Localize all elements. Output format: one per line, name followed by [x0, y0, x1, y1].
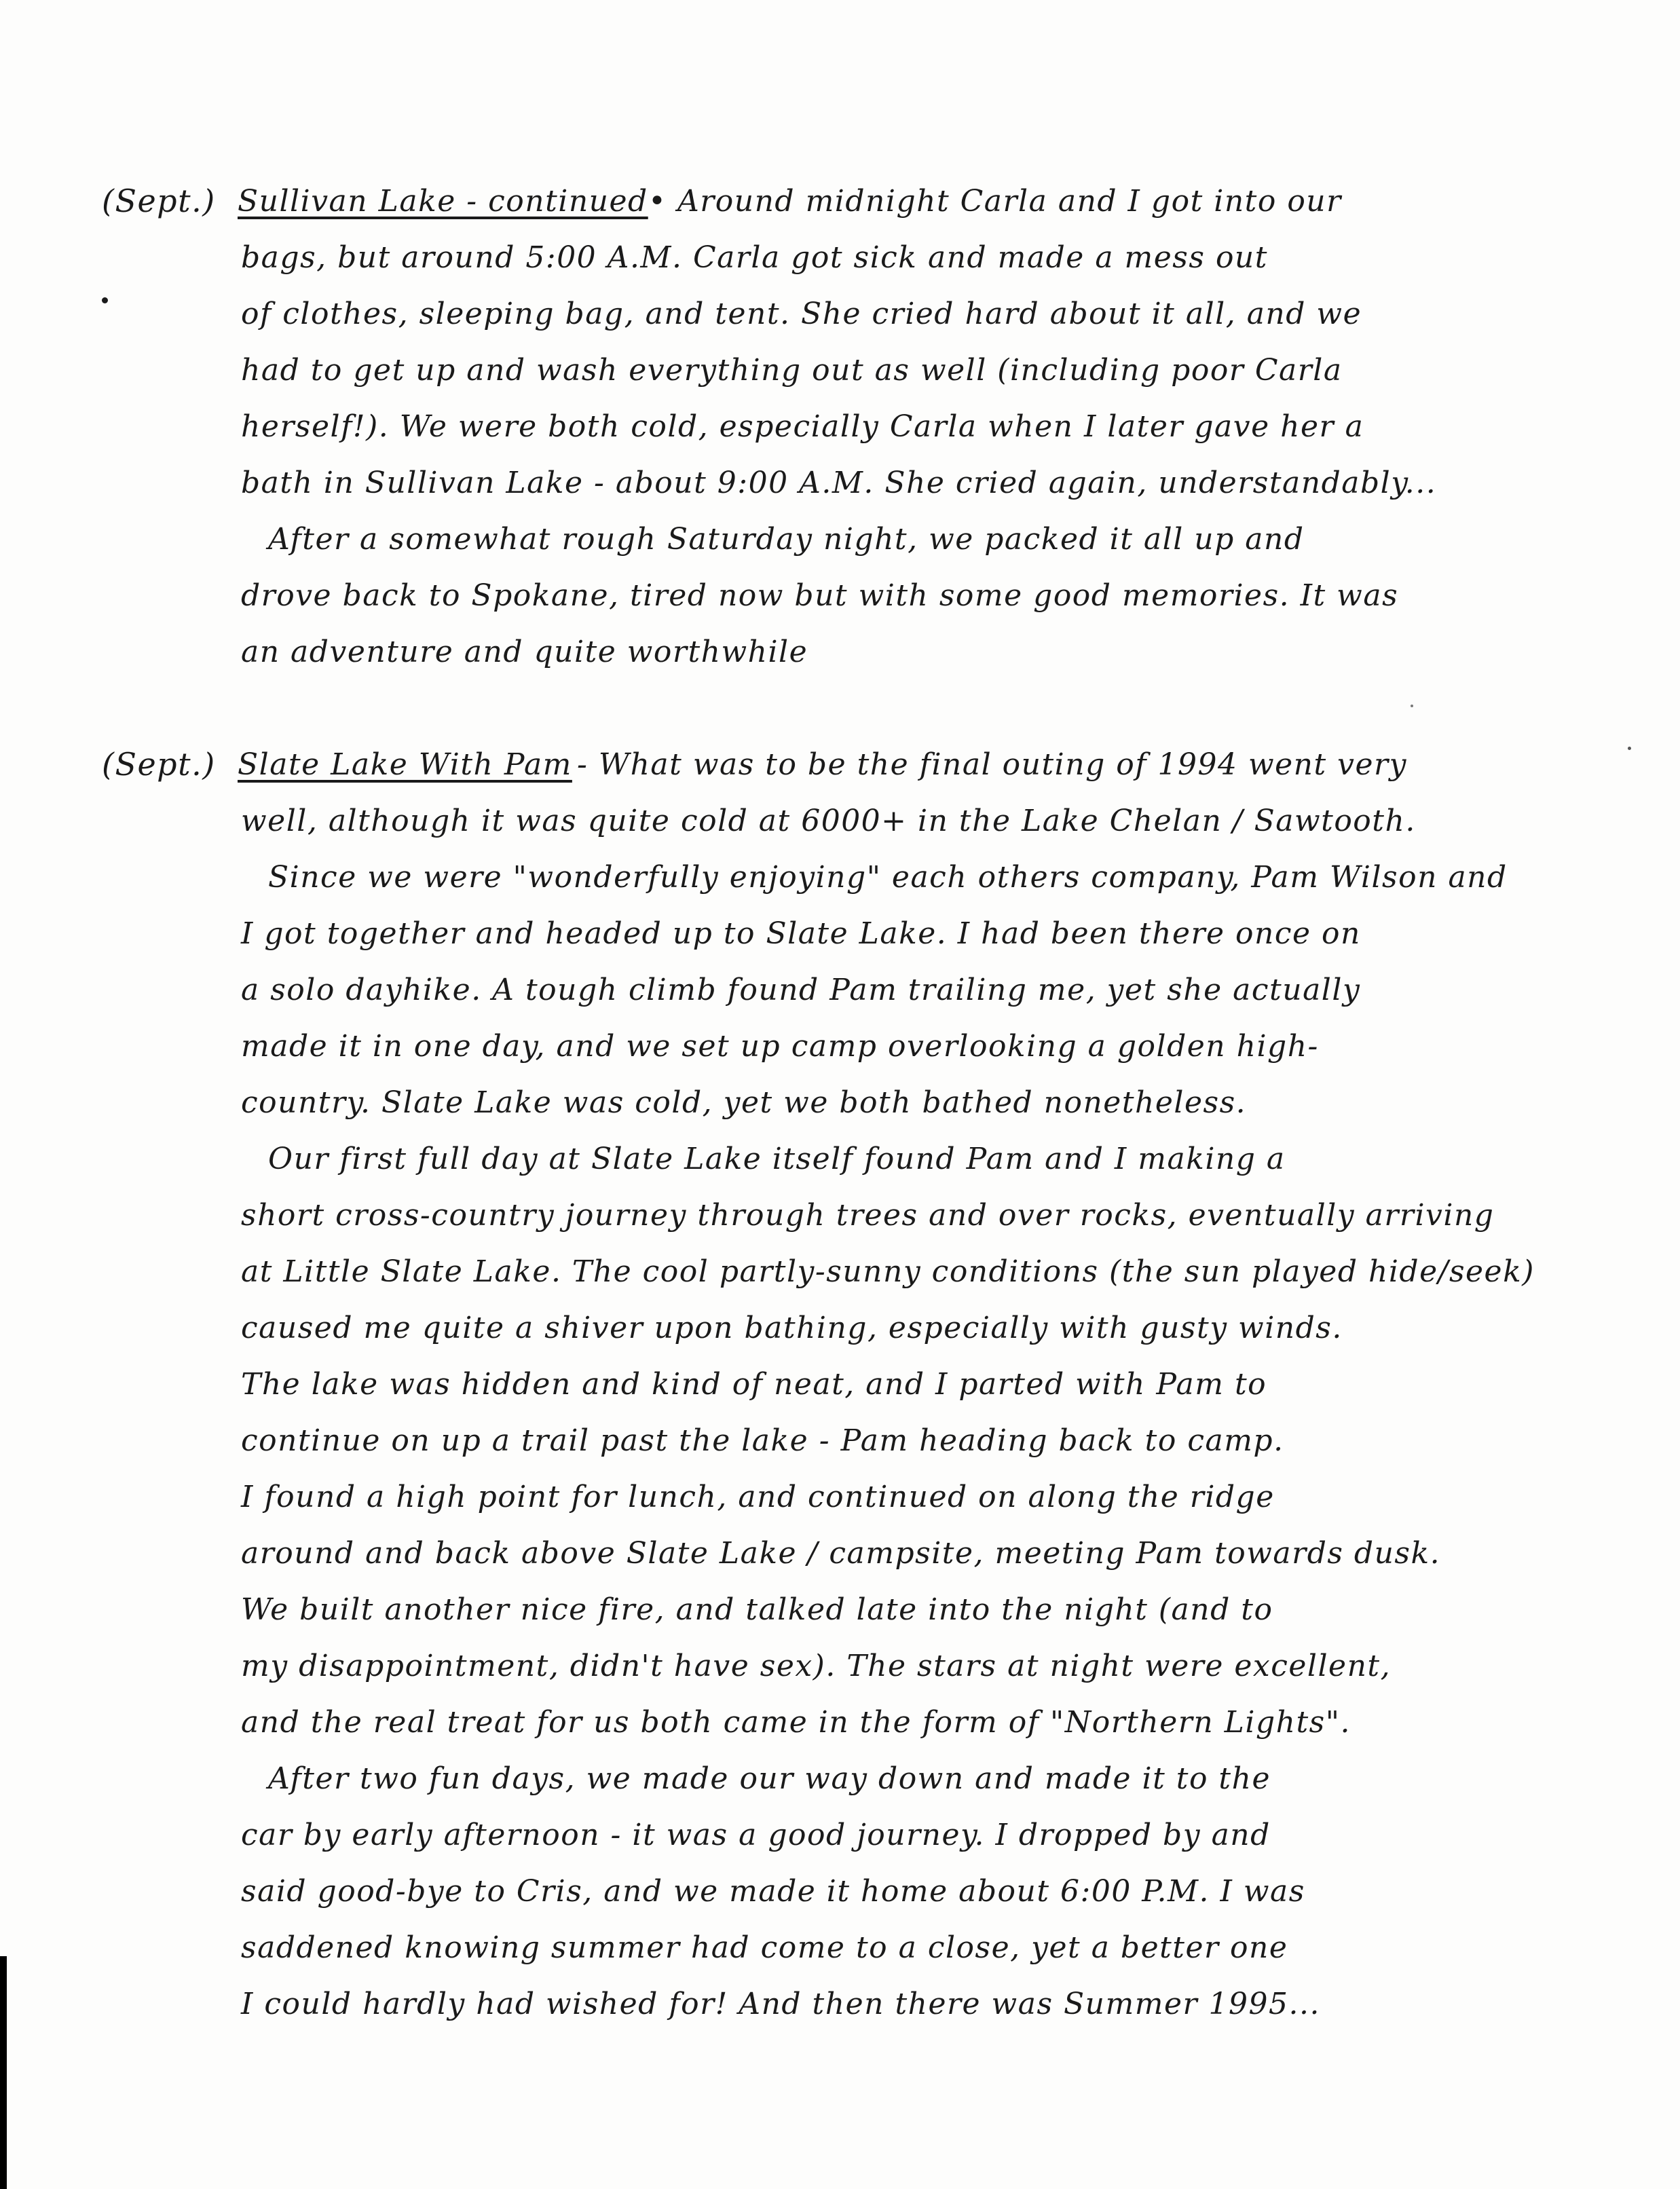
entry-first-line-text: - What was to be the final outing of 1994 went very — [577, 747, 1407, 782]
entry-line: at Little Slate Lake. The cool partly-sunny conditions (the sun played hide/seek) — [241, 1254, 1535, 1289]
entry-line: herself!). We were both cold, especially Carla when I later gave her a — [241, 409, 1364, 444]
entry-line: I could hardly had wished for! And then there was Summer 1995... — [241, 1987, 1320, 2021]
entry-line: We built another nice fire, and talked late into the night (and to — [241, 1592, 1273, 1627]
entry-line: I got together and headed up to Slate Lake. I had been there once on — [241, 916, 1361, 951]
entry-line: The lake was hidden and kind of neat, and I parted with Pam to — [241, 1367, 1267, 1402]
stray-mark — [1628, 747, 1631, 750]
entry-line: a solo dayhike. A tough climb found Pam trailing me, yet she actually — [241, 973, 1361, 1007]
entry-line: saddened knowing summer had come to a close, yet a better one — [241, 1930, 1288, 1965]
entry-line: said good-bye to Cris, and we made it home about 6:00 P.M. I was — [241, 1874, 1305, 1909]
entry-line: had to get up and wash everything out as well (including poor Carla — [241, 353, 1343, 388]
entry-line: car by early afternoon - it was a good journey. I dropped by and — [241, 1818, 1271, 1852]
entry-line: an adventure and quite worthwhile — [241, 635, 808, 669]
entry-heading: Slate Lake With Pam — [238, 747, 572, 782]
entry-line: country. Slate Lake was cold, yet we both bathed nonetheless. — [241, 1085, 1247, 1120]
entry-line: made it in one day, and we set up camp overlooking a golden high- — [241, 1029, 1319, 1064]
journal-entry-sullivan-lake — [102, 173, 1609, 680]
entry-line: my disappointment, didn't have sex). The stars at night were excellent, — [241, 1649, 1392, 1683]
journal-entry-slate-lake — [102, 736, 1609, 2032]
entry-line: After a somewhat rough Saturday night, we packed it all up and — [268, 522, 1305, 557]
entry-line: Our first full day at Slate Lake itself found Pam and I making a — [268, 1142, 1286, 1176]
entry-line: I found a high point for lunch, and continued on along the ridge — [241, 1480, 1275, 1514]
entry-month: (Sept.) — [102, 183, 216, 219]
entry-line: continue on up a trail past the lake - Pam heading back to camp. — [241, 1423, 1284, 1458]
entry-line: of clothes, sleeping bag, and tent. She cried hard about it all, and we — [241, 297, 1362, 331]
entry-line: drove back to Spokane, tired now but with some good memories. It was — [241, 578, 1399, 613]
entry-first-line — [102, 736, 1609, 793]
page-edge-shadow — [0, 1956, 7, 2189]
entry-line: around and back above Slate Lake / campsite, meeting Pam towards dusk. — [241, 1536, 1441, 1571]
entry-line: short cross-country journey through trees and over rocks, eventually arriving — [241, 1198, 1495, 1233]
entry-line: well, although it was quite cold at 6000+ in the Lake Chelan / Sawtooth. — [241, 804, 1416, 838]
entry-line: and the real treat for us both came in the form of "Northern Lights". — [241, 1705, 1351, 1740]
entry-first-line — [102, 173, 1609, 229]
stray-mark — [1411, 705, 1413, 707]
entry-first-line-text: • Around midnight Carla and I got into our — [648, 184, 1342, 219]
entry-line: After two fun days, we made our way down and made it to the — [268, 1761, 1271, 1796]
entry-line: bath in Sullivan Lake - about 9:00 A.M. She cried again, understandably... — [241, 466, 1437, 500]
entry-heading: Sullivan Lake - continued — [238, 184, 648, 219]
entry-line: bags, but around 5:00 A.M. Carla got sick and made a mess out — [241, 240, 1268, 275]
entry-month: (Sept.) — [102, 746, 216, 783]
entry-line: caused me quite a shiver upon bathing, especially with gusty winds. — [241, 1311, 1343, 1345]
entry-line: Since we were "wonderfully enjoying" each others company, Pam Wilson and — [268, 860, 1508, 895]
